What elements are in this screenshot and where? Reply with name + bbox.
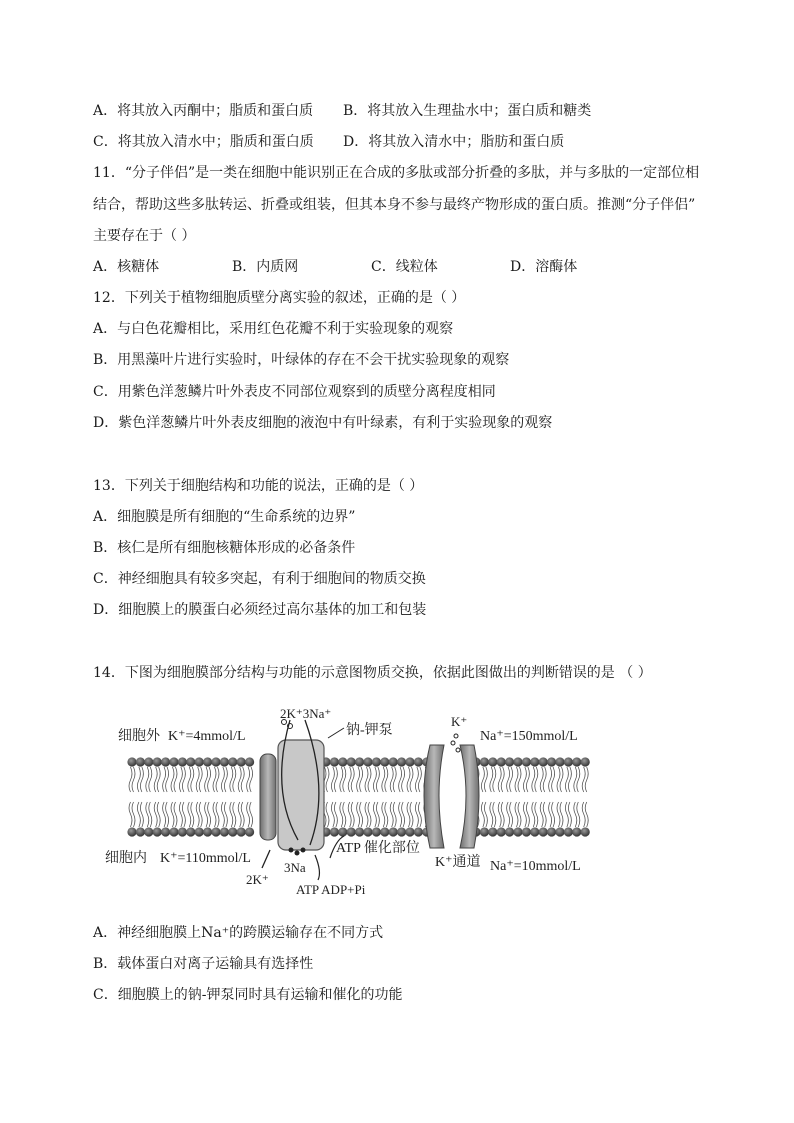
q11-option-a: A．核糖体 xyxy=(93,259,160,275)
phospholipid-tail xyxy=(357,767,360,792)
phospholipid-head xyxy=(245,827,254,836)
phospholipid-head xyxy=(397,827,406,836)
label-atp-reaction: ATP ADP+Pi xyxy=(296,882,366,897)
phospholipid-tail xyxy=(171,767,174,792)
phospholipid-tail xyxy=(515,802,518,827)
label-outside: 细胞外 xyxy=(118,729,160,744)
phospholipid-tail xyxy=(343,767,346,792)
phospholipid-tail xyxy=(241,802,244,827)
phospholipid-tail xyxy=(501,802,504,827)
phospholipid-tail xyxy=(418,802,421,827)
phospholipid-head xyxy=(144,827,153,836)
phospholipid-head xyxy=(127,827,136,836)
phospholipid-tail xyxy=(351,767,354,792)
phospholipid-head xyxy=(572,827,581,836)
phospholipid-tail xyxy=(233,767,236,792)
phospholipid-tail xyxy=(407,767,410,792)
phospholipid-head xyxy=(488,757,497,766)
phospholipid-tail xyxy=(132,767,135,792)
phospholipid-tail xyxy=(166,767,169,792)
phospholipid-tail xyxy=(137,802,140,827)
phospholipid-tail xyxy=(230,767,233,792)
phospholipid-tail xyxy=(557,767,560,792)
phospholipid-head xyxy=(186,757,195,766)
phospholipid-head xyxy=(355,757,364,766)
phospholipid-head xyxy=(211,757,220,766)
phospholipid-tail xyxy=(241,767,244,792)
phospholipid-tail xyxy=(132,802,135,827)
phospholipid-head xyxy=(539,827,548,836)
phospholipid-tail xyxy=(385,767,388,792)
phospholipid-head xyxy=(228,827,237,836)
phospholipid-tail xyxy=(146,802,149,827)
q11-option-c: C．线粒体 xyxy=(371,259,438,275)
k-channel-ion-dot xyxy=(456,748,460,752)
phospholipid-tail xyxy=(191,767,194,792)
phospholipid-head xyxy=(581,757,590,766)
phospholipid-tail xyxy=(213,767,216,792)
phospholipid-head xyxy=(161,757,170,766)
phospholipid-tail xyxy=(365,802,368,827)
phospholipid-head xyxy=(355,827,364,836)
phospholipid-head xyxy=(581,827,590,836)
label-na-out: Na⁺=150mmol/L xyxy=(480,729,578,744)
q10-option-a: A．将其放入丙酮中；脂质和蛋白质 xyxy=(93,103,314,119)
phospholipid-head xyxy=(178,827,187,836)
na-ion-dot xyxy=(301,848,306,853)
phospholipid-tail xyxy=(149,767,152,792)
phospholipid-tail xyxy=(351,802,354,827)
phospholipid-tail xyxy=(247,802,250,827)
phospholipid-tail xyxy=(368,767,371,792)
phospholipid-tail xyxy=(376,767,379,792)
q12-option-d: D．紫色洋葱鳞片叶外表皮细胞的液泡中有叶绿素，有利于实验现象的观察 xyxy=(93,415,553,431)
phospholipid-tail xyxy=(565,767,568,792)
q13-option-c: C．神经细胞具有较多突起，有利于细胞间的物质交换 xyxy=(93,571,426,587)
phospholipid-head xyxy=(564,827,573,836)
phospholipid-tail xyxy=(565,802,568,827)
phospholipid-head xyxy=(513,757,522,766)
phospholipid-head xyxy=(389,757,398,766)
q10-option-b: B．将其放入生理盐水中；蛋白质和糖类 xyxy=(343,103,592,119)
phospholipid-head xyxy=(220,827,229,836)
phospholipid-tail xyxy=(543,767,546,792)
phospholipid-tail xyxy=(385,802,388,827)
phospholipid-tail xyxy=(199,767,202,792)
pump-label-pointer xyxy=(328,728,344,738)
phospholipid-tail xyxy=(348,802,351,827)
phospholipid-head xyxy=(195,757,204,766)
q11-option-d: D．溶酶体 xyxy=(510,259,578,275)
phospholipid-tail xyxy=(523,767,526,792)
phospholipid-head xyxy=(161,827,170,836)
phospholipid-head xyxy=(513,827,522,836)
phospholipid-tail xyxy=(216,767,219,792)
membrane-protein-left xyxy=(260,754,276,840)
phospholipid-head xyxy=(480,757,489,766)
phospholipid-tail xyxy=(174,767,177,792)
label-pump: 钠-钾泵 xyxy=(346,723,393,738)
phospholipid-tail xyxy=(196,802,199,827)
phospholipid-bilayer xyxy=(127,757,589,836)
phospholipid-tail xyxy=(540,802,543,827)
phospholipid-head xyxy=(564,757,573,766)
phospholipid-tail xyxy=(557,802,560,827)
phospholipid-head xyxy=(372,757,381,766)
phospholipid-tail xyxy=(205,802,208,827)
phospholipid-tail xyxy=(535,802,538,827)
phospholipid-tail xyxy=(510,767,513,792)
phospholipid-tail xyxy=(334,767,337,792)
phospholipid-tail xyxy=(481,767,484,792)
phospholipid-tail xyxy=(574,767,577,792)
q10-option-c: C．将其放入清水中；脂质和蛋白质 xyxy=(93,134,314,150)
phospholipid-tail xyxy=(393,767,396,792)
phospholipid-tail xyxy=(230,802,233,827)
phospholipid-head xyxy=(237,757,246,766)
phospholipid-tail xyxy=(549,767,552,792)
phospholipid-tail xyxy=(179,802,182,827)
phospholipid-tail xyxy=(382,802,385,827)
phospholipid-tail xyxy=(238,767,241,792)
q11-stem-line1: 11．“分子伴侣”是一类在细胞中能识别正在合成的多肽或部分折叠的多肽，并与多肽的一定部位相 xyxy=(93,165,700,181)
q11-stem-line3: 主要存在于（ ） xyxy=(93,228,196,244)
label-k-channel: K⁺通道 xyxy=(435,855,481,870)
phospholipid-tail xyxy=(415,767,418,792)
phospholipid-head xyxy=(338,827,347,836)
phospholipid-tail xyxy=(510,802,513,827)
phospholipid-head xyxy=(414,827,423,836)
phospholipid-tail xyxy=(208,767,211,792)
phospholipid-head xyxy=(363,827,372,836)
phospholipid-head xyxy=(186,827,195,836)
phospholipid-tail xyxy=(179,767,182,792)
phospholipid-tail xyxy=(507,802,510,827)
phospholipid-tail xyxy=(410,767,413,792)
phospholipid-tail xyxy=(357,802,360,827)
q13-option-a: A．细胞膜是所有细胞的“生命系统的边界” xyxy=(93,509,356,525)
phospholipid-head xyxy=(211,827,220,836)
phospholipid-tail xyxy=(501,767,504,792)
phospholipid-tail xyxy=(532,767,535,792)
phospholipid-head xyxy=(245,757,254,766)
phospholipid-tail xyxy=(574,802,577,827)
phospholipid-tail xyxy=(540,767,543,792)
phospholipid-tail xyxy=(188,802,191,827)
q11-stem-line2: 结合，帮助这些多肽转运、折叠或组装，但其本身不参与最终产物形成的蛋白质。推测“分子伴侣” xyxy=(93,197,696,213)
phospholipid-tail xyxy=(373,767,376,792)
phospholipid-head xyxy=(380,757,389,766)
k-channel-ion-dot xyxy=(454,734,458,738)
q10-option-d: D．将其放入清水中；脂肪和蛋白质 xyxy=(343,134,565,150)
phospholipid-head xyxy=(488,827,497,836)
phospholipid-tail xyxy=(407,802,410,827)
phospholipid-tail xyxy=(221,802,224,827)
phospholipid-tail xyxy=(326,802,329,827)
phospholipid-tail xyxy=(399,767,402,792)
phospholipid-tail xyxy=(360,767,363,792)
phospholipid-tail xyxy=(418,767,421,792)
q13-option-b: B．核仁是所有细胞核糖体形成的必备条件 xyxy=(93,540,356,556)
phospholipid-tail xyxy=(585,767,588,792)
phospholipid-head xyxy=(127,757,136,766)
phospholipid-tail xyxy=(182,802,185,827)
phospholipid-tail xyxy=(498,802,501,827)
q13-option-d: D．细胞膜上的膜蛋白必须经过高尔基体的加工和包装 xyxy=(93,602,427,618)
label-atp-site: ATP 催化部位 xyxy=(336,841,420,856)
q14-option-a: A．神经细胞膜上Na⁺的跨膜运输存在不同方式 xyxy=(93,925,384,941)
phospholipid-head xyxy=(522,757,531,766)
phospholipid-tail xyxy=(213,802,216,827)
phospholipid-tail xyxy=(585,802,588,827)
phospholipid-tail xyxy=(224,802,227,827)
phospholipid-tail xyxy=(216,802,219,827)
phospholipid-tail xyxy=(331,802,334,827)
phospholipid-tail xyxy=(163,802,166,827)
label-k-in: K⁺=110mmol/L xyxy=(160,851,251,866)
phospholipid-head xyxy=(347,827,356,836)
phospholipid-tail xyxy=(224,767,227,792)
q14-stem: 14．下图为细胞膜部分结构与功能的示意图物质交换，依据此图做出的判断错误的是 （ ） xyxy=(93,665,652,681)
label-na-in: Na⁺=10mmol/L xyxy=(490,859,581,874)
phospholipid-head xyxy=(195,827,204,836)
q14-option-b: B．载体蛋白对离子运输具有选择性 xyxy=(93,956,314,972)
phospholipid-tail xyxy=(334,802,337,827)
phospholipid-tail xyxy=(340,767,343,792)
label-2k-bottom: 2K⁺ xyxy=(246,872,269,887)
phospholipid-tail xyxy=(129,802,132,827)
phospholipid-tail xyxy=(393,802,396,827)
k-channel-left-half xyxy=(424,745,444,848)
phospholipid-tail xyxy=(415,802,418,827)
k-channel-ion-dot xyxy=(451,741,455,745)
phospholipid-tail xyxy=(560,767,563,792)
phospholipid-tail xyxy=(526,802,529,827)
phospholipid-tail xyxy=(523,802,526,827)
phospholipid-head xyxy=(522,827,531,836)
phospholipid-tail xyxy=(560,802,563,827)
phospholipid-tail xyxy=(526,767,529,792)
phospholipid-head xyxy=(389,827,398,836)
phospholipid-head xyxy=(178,757,187,766)
phospholipid-head xyxy=(169,827,178,836)
phospholipid-tail xyxy=(221,767,224,792)
phospholipid-tail xyxy=(535,767,538,792)
phospholipid-tail xyxy=(549,802,552,827)
phospholipid-tail xyxy=(340,802,343,827)
phospholipid-tail xyxy=(154,767,157,792)
phospholipid-head xyxy=(153,827,162,836)
q13-stem: 13．下列关于细胞结构和功能的说法，正确的是（ ） xyxy=(93,478,424,494)
phospholipid-head xyxy=(330,757,339,766)
membrane-diagram xyxy=(100,690,620,900)
phospholipid-tail xyxy=(140,767,143,792)
phospholipid-head xyxy=(414,757,423,766)
phospholipid-tail xyxy=(191,802,194,827)
phospholipid-head xyxy=(480,827,489,836)
phospholipid-tail xyxy=(518,802,521,827)
phospholipid-tail xyxy=(582,802,585,827)
phospholipid-tail xyxy=(552,802,555,827)
phospholipid-tail xyxy=(368,802,371,827)
phospholipid-tail xyxy=(174,802,177,827)
phospholipid-tail xyxy=(518,767,521,792)
phospholipid-head xyxy=(572,757,581,766)
phospholipid-head xyxy=(555,827,564,836)
phospholipid-tail xyxy=(233,802,236,827)
phospholipid-tail xyxy=(149,802,152,827)
phospholipid-tail xyxy=(137,767,140,792)
phospholipid-tail xyxy=(582,767,585,792)
phospholipid-head xyxy=(405,827,414,836)
phospholipid-tail xyxy=(481,802,484,827)
phospholipid-tail xyxy=(182,767,185,792)
atp-arrow xyxy=(315,855,319,880)
phospholipid-head xyxy=(547,757,556,766)
phospholipid-tail xyxy=(166,802,169,827)
phospholipid-head xyxy=(237,827,246,836)
phospholipid-tail xyxy=(410,802,413,827)
q12-option-b: B．用黑藻叶片进行实验时，叶绿体的存在不会干扰实验现象的观察 xyxy=(93,352,510,368)
phospholipid-tail xyxy=(140,802,143,827)
phospholipid-tail xyxy=(157,767,160,792)
label-3na-bottom: 3Na xyxy=(284,860,306,875)
phospholipid-tail xyxy=(360,802,363,827)
na-ion-dot xyxy=(289,848,294,853)
na-ion-dot xyxy=(295,851,300,856)
label-k-ion: K⁺ xyxy=(451,714,468,729)
phospholipid-tail xyxy=(247,767,250,792)
phospholipid-tail xyxy=(250,767,253,792)
phospholipid-tail xyxy=(490,767,493,792)
phospholipid-head xyxy=(539,757,548,766)
phospholipid-tail xyxy=(543,802,546,827)
phospholipid-tail xyxy=(484,802,487,827)
phospholipid-tail xyxy=(146,767,149,792)
phospholipid-tail xyxy=(171,802,174,827)
phospholipid-head xyxy=(497,757,506,766)
phospholipid-tail xyxy=(552,767,555,792)
k-channel-right-half xyxy=(460,745,479,848)
phospholipid-tail xyxy=(376,802,379,827)
phospholipid-head xyxy=(169,757,178,766)
q11-option-b: B．内质网 xyxy=(232,259,299,275)
k-exit-arrow xyxy=(262,850,270,868)
phospholipid-head xyxy=(203,757,212,766)
phospholipid-head xyxy=(338,757,347,766)
phospholipid-tail xyxy=(507,767,510,792)
phospholipid-tail xyxy=(208,802,211,827)
phospholipid-tail xyxy=(157,802,160,827)
phospholipid-tail xyxy=(498,767,501,792)
phospholipid-tail xyxy=(326,767,329,792)
q12-stem: 12．下列关于植物细胞质壁分离实验的叙述，正确的是（ ） xyxy=(93,290,466,306)
phospholipid-tail xyxy=(515,767,518,792)
phospholipid-head xyxy=(555,757,564,766)
phospholipid-tail xyxy=(196,767,199,792)
phospholipid-head xyxy=(397,757,406,766)
phospholipid-tail xyxy=(490,802,493,827)
phospholipid-tail xyxy=(199,802,202,827)
phospholipid-tail xyxy=(373,802,376,827)
phospholipid-head xyxy=(203,827,212,836)
phospholipid-head xyxy=(153,757,162,766)
phospholipid-tail xyxy=(390,767,393,792)
phospholipid-tail xyxy=(532,802,535,827)
q12-option-c: C．用紫色洋葱鳞片叶外表皮不同部位观察到的质壁分离程度相同 xyxy=(93,384,496,400)
sodium-potassium-pump xyxy=(278,740,324,850)
phospholipid-tail xyxy=(484,767,487,792)
phospholipid-tail xyxy=(568,767,571,792)
phospholipid-head xyxy=(363,757,372,766)
phospholipid-tail xyxy=(382,767,385,792)
phospholipid-tail xyxy=(163,767,166,792)
phospholipid-head xyxy=(547,827,556,836)
label-k-out: K⁺=4mmol/L xyxy=(168,729,246,744)
q12-option-a: A．与白色花瓣相比，采用红色花瓣不利于实验现象的观察 xyxy=(93,321,454,337)
phospholipid-head xyxy=(530,827,539,836)
phospholipid-tail xyxy=(154,802,157,827)
phospholipid-head xyxy=(530,757,539,766)
phospholipid-tail xyxy=(238,802,241,827)
phospholipid-tail xyxy=(250,802,253,827)
phospholipid-head xyxy=(497,827,506,836)
phospholipid-tail xyxy=(129,767,132,792)
phospholipid-head xyxy=(505,827,514,836)
phospholipid-head xyxy=(136,757,145,766)
phospholipid-tail xyxy=(402,767,405,792)
phospholipid-tail xyxy=(348,767,351,792)
phospholipid-head xyxy=(144,757,153,766)
phospholipid-head xyxy=(372,827,381,836)
label-pump-top: 2K⁺3Na⁺ xyxy=(280,706,332,721)
phospholipid-tail xyxy=(577,767,580,792)
phospholipid-head xyxy=(405,757,414,766)
phospholipid-head xyxy=(220,757,229,766)
phospholipid-tail xyxy=(402,802,405,827)
phospholipid-tail xyxy=(399,802,402,827)
label-inside: 细胞内 xyxy=(105,851,147,866)
phospholipid-head xyxy=(136,827,145,836)
phospholipid-tail xyxy=(205,767,208,792)
phospholipid-tail xyxy=(343,802,346,827)
phospholipid-head xyxy=(330,827,339,836)
phospholipid-head xyxy=(347,757,356,766)
phospholipid-tail xyxy=(365,767,368,792)
phospholipid-head xyxy=(228,757,237,766)
phospholipid-tail xyxy=(493,802,496,827)
q14-option-c: C．细胞膜上的钠-钾泵同时具有运输和催化的功能 xyxy=(93,987,403,1003)
phospholipid-tail xyxy=(568,802,571,827)
phospholipid-tail xyxy=(390,802,393,827)
phospholipid-tail xyxy=(188,767,191,792)
phospholipid-tail xyxy=(577,802,580,827)
phospholipid-tail xyxy=(331,767,334,792)
phospholipid-head xyxy=(380,827,389,836)
phospholipid-tail xyxy=(493,767,496,792)
phospholipid-head xyxy=(505,757,514,766)
